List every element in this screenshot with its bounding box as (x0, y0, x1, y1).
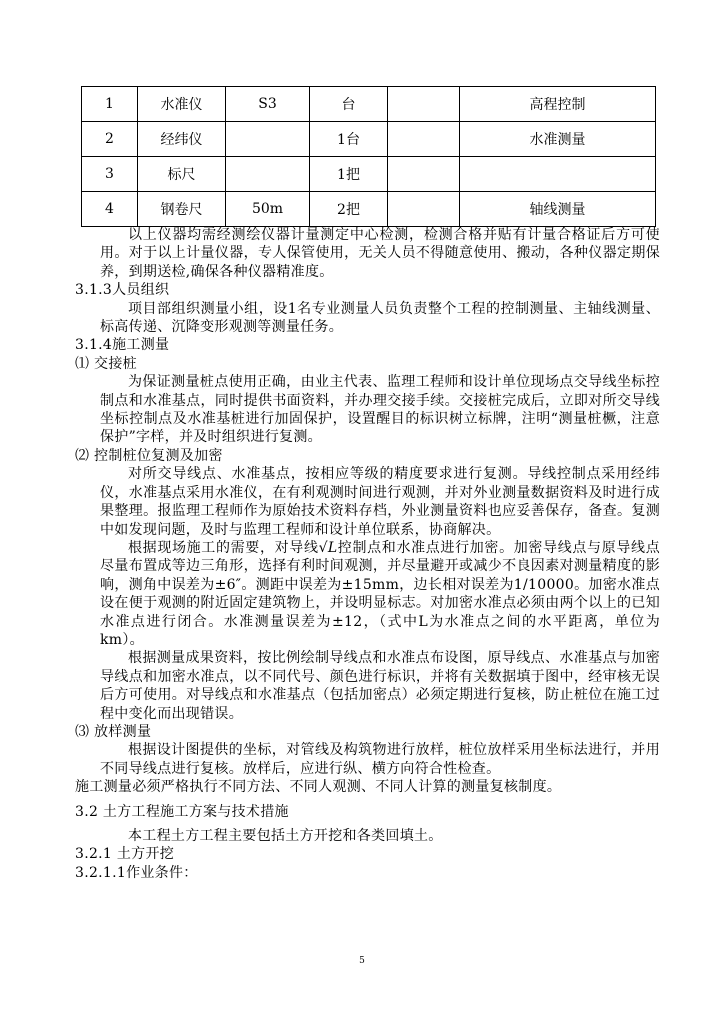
table-row (82, 87, 656, 122)
table-cell: 2把 (310, 192, 388, 227)
subheading-handover: ⑴ 交接桩 (75, 355, 137, 372)
table-cell (388, 192, 460, 227)
paragraph-recheck: 对所交导线点、水准基点，按相应等级的精度要求进行复测。导线控制点采用经纬仪，水准基点采用水准仪，在有利观测时间进行观测，并对外业测量数据资料及时进行成果整理。报监理工程师作为原始技术资料存档，外业测量资料也应妥善保存，备查。复测中如发现问题，及时与监理工程师和设计单位联系，协商解决。 (100, 466, 660, 538)
table-cell: 经纬仪 (138, 122, 226, 157)
table-cell: 标尺 (138, 157, 226, 192)
subheading-recheck: ⑵ 控制桩位复测及加密 (75, 447, 223, 464)
heading-3-1-4: 3.1.4施工测量 (75, 337, 170, 354)
paragraph-staking: 根据设计图提供的坐标，对管线及构筑物进行放样，桩位放样采用坐标法进行，并用不同导线点进行复核。放样后，应进行纵、横方向符合性检查。 (100, 742, 660, 777)
table-cell: 台 (310, 87, 388, 122)
paragraph-personnel: 项目部组织测量小组，设1名专业测量人员负责整个工程的控制测量、主轴线测量、标高传递、沉降变形观测等测量任务。 (100, 300, 660, 336)
heading-3-2-1-1: 3.2.1.1作业条件： (75, 864, 198, 881)
subheading-staking: ⑶ 放样测量 (75, 723, 152, 740)
table-cell (388, 157, 460, 192)
heading-3-2-1: 3.2.1 土方开挖 (75, 846, 175, 863)
table-cell: 水准测量 (460, 122, 656, 157)
heading-3-1-3: 3.1.3人员组织 (75, 282, 170, 299)
table-cell (388, 122, 460, 157)
paragraph-layout-drawing: 根据测量成果资料，按比例绘制导线点和水准点布设图，原导线点、水准基点与加密导线点和加密水准点，以不同代号、颜色进行标识，并将有关数据填于图中，经审核无误后方可使用。对导线点和水准基点（包括加密点）必须定期进行复核，防止桩位在施工过程中变化而出现错误。 (100, 650, 660, 722)
page-number: 5 (359, 956, 365, 966)
paragraph-recheck-system: 施工测量必须严格执行不同方法、不同人观测、不同人计算的测量复核制度。 (75, 779, 562, 796)
table-cell (460, 157, 656, 192)
table-cell: 钢卷尺 (138, 192, 226, 227)
table-cell: 轴线测量 (460, 192, 656, 227)
table-cell: 1把 (310, 157, 388, 192)
table-cell: 1 (82, 87, 138, 122)
table-cell: S3 (226, 87, 310, 122)
table-cell (388, 87, 460, 122)
table-row (82, 192, 656, 227)
table-cell: 4 (82, 192, 138, 227)
table-cell: 1台 (310, 122, 388, 157)
table-row (82, 122, 656, 157)
table-cell: 3 (82, 157, 138, 192)
body-text (75, 226, 660, 882)
paragraph-handover: 为保证测量桩点使用正确，由业主代表、监理工程师和设计单位现场点交导线坐标控制点和水准基点，同时提供书面资料，并办理交接手续。交接桩完成后，立即对所交导线坐标控制点及水准基桩进行加固保护，设置醒目的标识树立标牌，注明“测量桩橛，注意保护”字样，并及时组织进行复测。 (100, 374, 660, 446)
table-cell (226, 122, 310, 157)
equipment-table (81, 86, 656, 227)
table-cell: 水准仪 (138, 87, 226, 122)
sqrt-l-symbol: √L (318, 539, 338, 556)
table-cell: 50m (226, 192, 310, 227)
table-cell (226, 157, 310, 192)
paragraph-densify (100, 539, 660, 649)
paragraph-densify-part2: 控制点和水准点进行加密。加密导线点与原导线点尽量布置成等边三角形，选择有利时间观测，并尽量避开或减少不良因素对测量精度的影响，测角中误差为±6″。测距中误差为±15mm，边长相对误差为1/10000。加密水准点设在便于观测的附近固定建筑物上，并设明显标志。对加密水准点必须由两个以上的已知水准点进行闭合。水准测量误差为±12，（式中L为水准点之间的水平距离，单位为km）。 (100, 539, 660, 648)
table-row (82, 157, 656, 192)
table-cell: 高程控制 (460, 87, 656, 122)
paragraph-instrument-calibration: 以上仪器均需经测绘仪器计量测定中心检测，检测合格并贴有计量合格证后方可使用。对于以上计量仪器，专人保管使用，无关人员不得随意使用、搬动，各种仪器定期保养，到期送检,确保各种仪器精准度。 (100, 227, 660, 280)
table-cell: 2 (82, 122, 138, 157)
heading-3-2: 3.2 土方工程施工方案与技术措施 (75, 803, 289, 820)
paragraph-densify-part1: 根据现场施工的需要，对导线 (128, 539, 319, 556)
paragraph-earthwork-scope: 本工程土方工程主要包括土方开挖和各类回填土。 (128, 828, 443, 844)
